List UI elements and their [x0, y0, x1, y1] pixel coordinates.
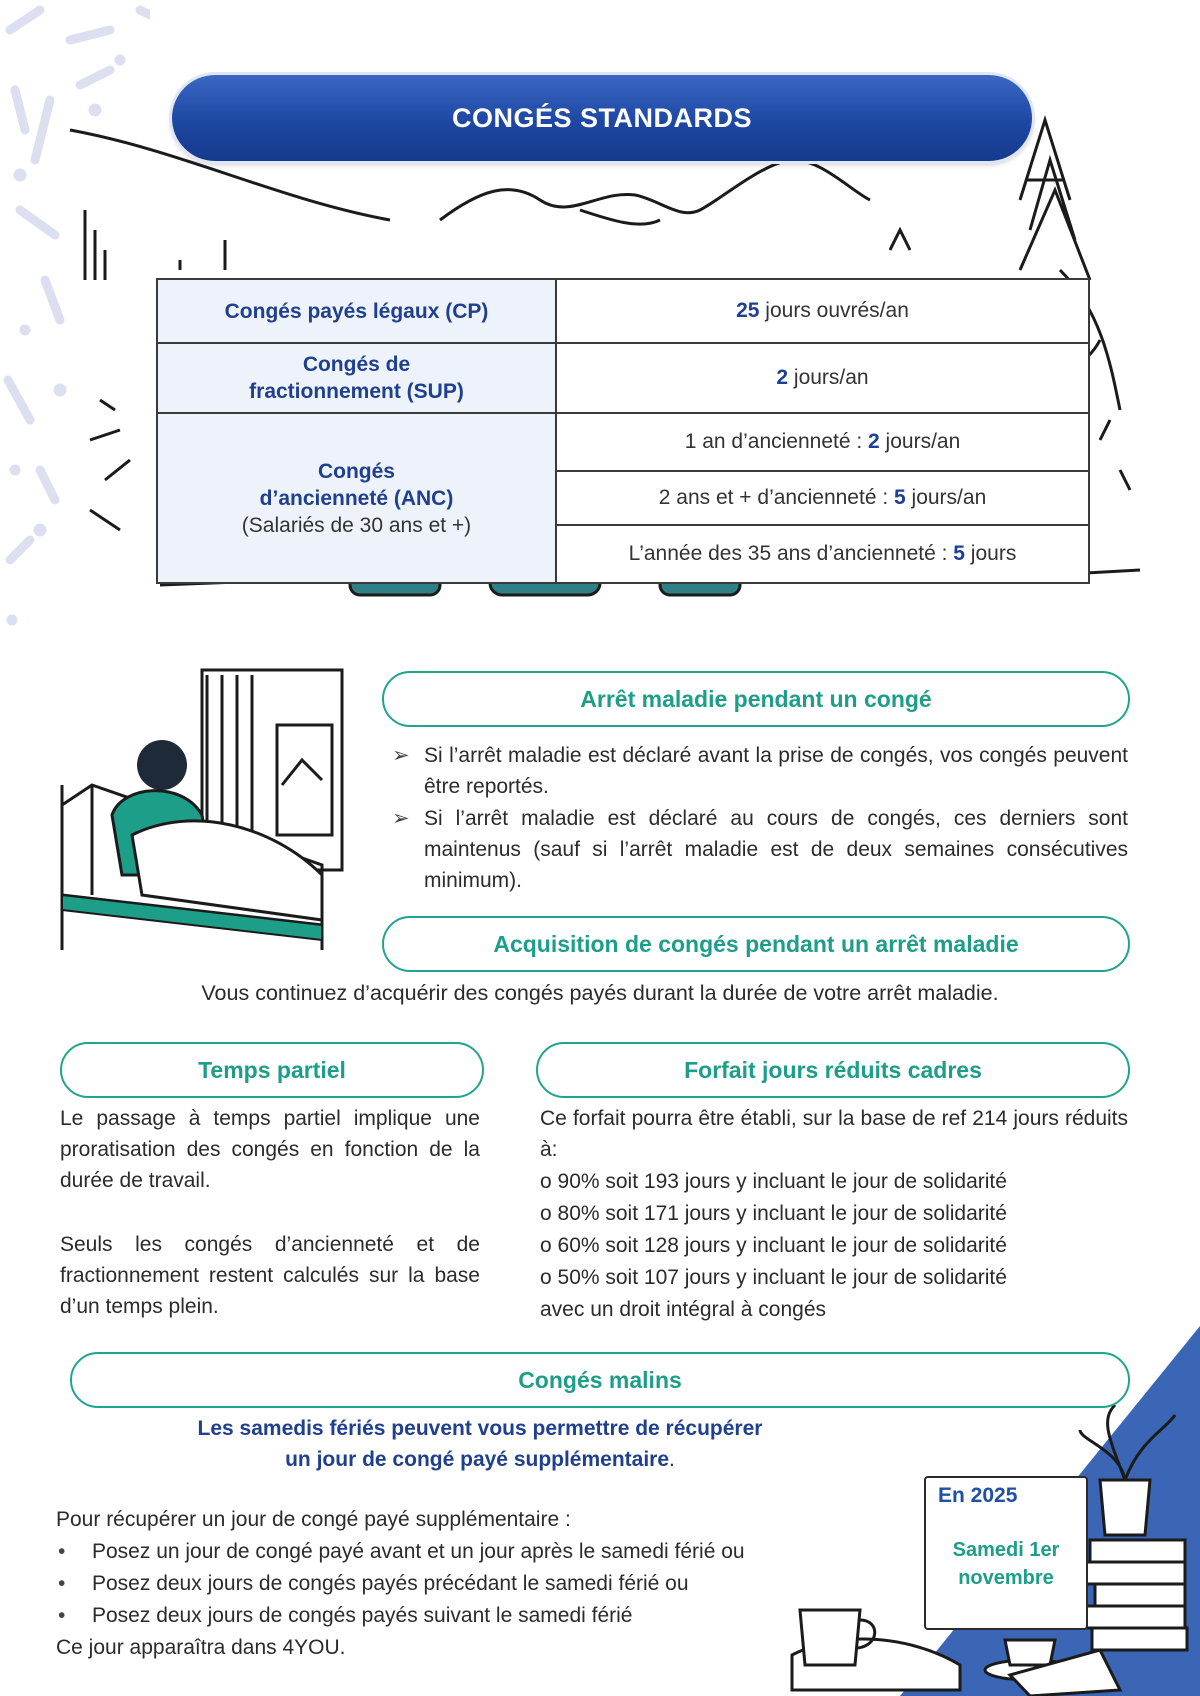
forfait-item-60: o 60% soit 128 jours y incluant le jour de solidarité [540, 1234, 1007, 1257]
forfait-intro: Ce forfait pourra être établi, sur la base de ref 214 jours réduits à: [540, 1107, 1128, 1161]
anc-value-2: 2 ans et + d’ancienneté : 5 jours/an [556, 471, 1089, 525]
smart-leave-footer: Ce jour apparaîtra dans 4YOU. [56, 1636, 346, 1659]
forfait-item-50: o 50% soit 107 jours y incluant le jour de solidarité [540, 1266, 1007, 1289]
cp-value: 25 jours ouvrés/an [556, 279, 1089, 343]
section-pill-forfait: Forfait jours réduits cadres [536, 1042, 1130, 1098]
part-time-text-2: Seuls les congés d’ancienneté et de fractionnement restent calculés sur la base d’un temps plein. [60, 1233, 480, 1318]
calendar-illustration [924, 1476, 1088, 1630]
dot-bullet-icon: • [58, 1572, 66, 1595]
arrow-bullet-icon: ➢ [392, 744, 410, 767]
calendar-date: Samedi 1er novembre [952, 1539, 1060, 1589]
section-pill-sick-leave: Arrêt maladie pendant un congé [382, 671, 1130, 727]
calendar-year: En 2025 [938, 1484, 1018, 1507]
table-row [157, 279, 1089, 343]
anc-value-3: L’année des 35 ans d’ancienneté : 5 jours [556, 525, 1089, 583]
section-pill-smart-leave: Congés malins [70, 1352, 1130, 1408]
anc-label: Congés d’ancienneté (ANC) (Salariés de 30 ans et +) [157, 413, 556, 583]
cp-label: Congés payés légaux (CP) [157, 279, 556, 343]
standard-leave-table [156, 278, 1090, 584]
sick-bullet-2: ➢ Si l’arrêt maladie est déclaré au cours de congés, ces derniers sont maintenus (sauf si l’arrêt maladie est de deux semaines consécutives minimum). [392, 803, 1128, 896]
section-pill-acquisition: Acquisition de congés pendant un arrêt maladie [382, 916, 1130, 972]
forfait-outro: avec un droit intégral à congés [540, 1298, 827, 1321]
section-pill-part-time: Temps partiel [60, 1042, 484, 1098]
page-title: CONGÉS STANDARDS [172, 75, 1032, 161]
sup-label: Congés de fractionnement (SUP) [157, 343, 556, 413]
sick-person-in-bed-illustration [52, 665, 352, 955]
dot-bullet-icon: • [58, 1604, 66, 1627]
sick-bullet-1: ➢ Si l’arrêt maladie est déclaré avant la prise de congés, vos congés peuvent être reportés. [392, 740, 1128, 802]
smart-leave-bullet-3: • Posez deux jours de congés payés suivant le samedi férié [58, 1600, 918, 1631]
smart-leave-intro: Pour récupérer un jour de congé payé supplémentaire : [56, 1508, 571, 1531]
forfait-item-90: o 90% soit 193 jours y incluant le jour de solidarité [540, 1170, 1007, 1193]
anc-value-1: 1 an d’ancienneté : 2 jours/an [556, 413, 1089, 471]
arrow-bullet-icon: ➢ [392, 807, 410, 830]
sup-value: 2 jours/an [556, 343, 1089, 413]
table-row [157, 343, 1089, 413]
forfait-item-80: o 80% soit 171 jours y incluant le jour de solidarité [540, 1202, 1007, 1225]
smart-leave-highlight: Les samedis fériés peuvent vous permettre de récupérer un jour de congé payé supplémentaire. [197, 1417, 763, 1471]
smart-leave-bullet-2: • Posez deux jours de congés payés précédant le samedi férié ou [58, 1568, 918, 1599]
smart-leave-bullet-1: • Posez un jour de congé payé avant et un jour après le samedi férié ou [58, 1536, 918, 1567]
acquisition-text: Vous continuez d’acquérir des congés payés durant la durée de votre arrêt maladie. [201, 981, 999, 1005]
table-row [157, 413, 1089, 471]
dot-bullet-icon: • [58, 1540, 66, 1563]
part-time-text-1: Le passage à temps partiel implique une proratisation des congés en fonction de la durée de travail. [60, 1107, 480, 1192]
